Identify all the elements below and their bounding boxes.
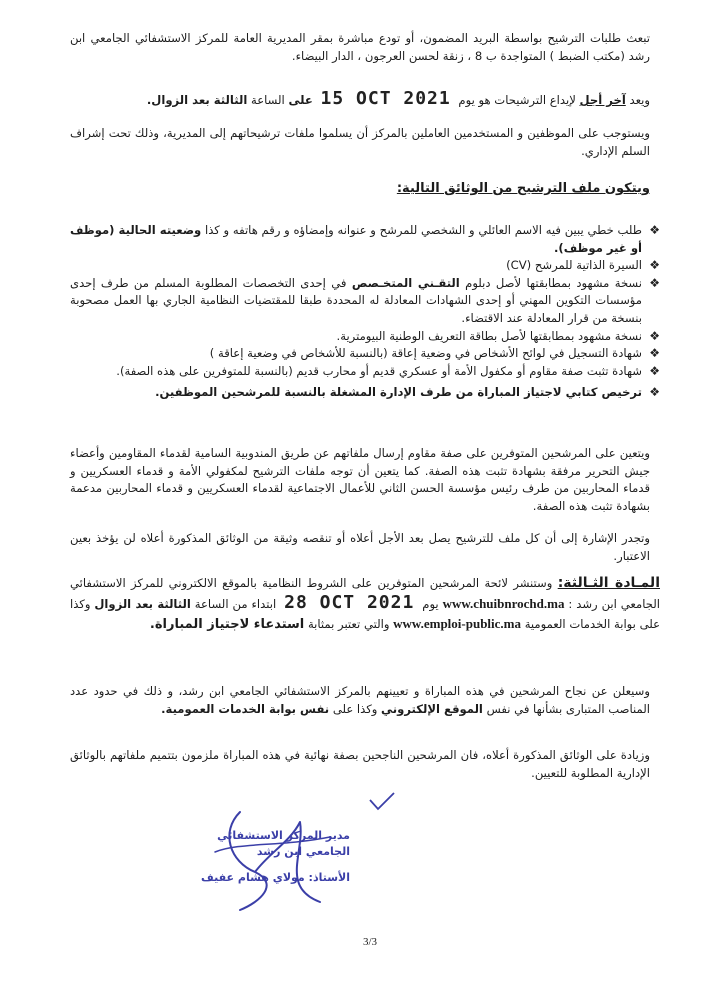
resistance-text: ويتعين على المرشحين المتوفرين على صفة مقاوم إرسال ملفاتهم عن طريق المندوبية السامية لقدماء المقاومين وأعضاء جيش التحرير مرفقة بشهادة تثبت هذه الصفة. كما يتعين أن توجه ملفات الترشيح لمكفولي الأمة و قدماء العسكريين و قدماء المحاربين من طرف رئيس مؤسسة الحسن الثاني للأعمال الاجتماعية لقدماء العسكريين و قدماء المحاربين مدعمة بشهادة تثبت هذه الصفة.	[70, 446, 650, 513]
item-text: شهادة تثبت صفة مقاوم أو مكفول الأمة أو عسكري قديم أو محارب قديم (بالنسبة للمتوفرين على هذه الصفة).	[116, 363, 642, 378]
signature-line-2: الجامعي ابن رشد	[256, 845, 350, 858]
article-three-t5: وكذا على بوابة الخدمات العمومية	[70, 597, 660, 631]
article-three-convocation: استدعاء لاجتياز المباراة.	[149, 617, 305, 632]
diamond-bullet-icon: ❖	[649, 385, 660, 400]
item-text-bold: ترخيص كتابي لاجتياز المباراة من طرف الإدارة المشغلة بالنسبة للمرشحين الموظفين.	[155, 385, 642, 400]
article-three-t6: والتي تعتبر بمثابة	[307, 617, 390, 631]
article-three-t3: ابتداء من الساعة	[194, 597, 277, 611]
late-files-text: وتجدر الإشارة إلى أن كل ملف للترشيح يصل بعد الأجل أعلاه أو تنقصه وثيقة من الوثائق المذكورة أعلاه لن يؤخذ بعين الاعتبار.	[70, 531, 650, 563]
paragraph-resistance	[70, 445, 650, 515]
signature-line-1: مدير المركز الاستشفائي	[217, 829, 350, 842]
deadline-hour: الثالثة بعد الزوال.	[146, 93, 248, 107]
check-mark-icon	[368, 790, 398, 812]
item-text-bold: التقـني المتخـصص	[351, 275, 460, 290]
signature-line-3: الأستاذ: مولاي هشام عفيف	[201, 871, 350, 884]
item-text: طلب خطي يبين فيه الاسم العائلي و الشخصي للمرشح و عنوانه وإمضاؤه و رقم هاتفه و كذا	[204, 223, 642, 237]
article-three	[70, 574, 660, 634]
list-item	[70, 384, 660, 402]
list-item	[70, 345, 660, 363]
paragraph-results	[70, 682, 650, 718]
list-date-stamp: 28 OCT 2021	[284, 592, 415, 613]
deadline-date-stamp: 15 OCT 2021	[320, 88, 451, 109]
item-text: شهادة التسجيل في لوائح الأشخاص في وضعية إعاقة (بالنسبة للأشخاص في وضعية إعاقة )	[209, 346, 642, 361]
item-text-bold: وضعيته الحالية (موظف أو غير موظف).	[70, 223, 642, 255]
article-three-t1: وستنشر لائحة المرشحين المتوفرين على الشروط النظامية بالموقع الالكتروني للمركز الاستشفائي الجامعي ابن رشد :	[70, 576, 661, 611]
article-three-title: المـادة الثـالثة:	[557, 575, 660, 591]
list-item	[70, 275, 660, 328]
diamond-bullet-icon: ❖	[649, 223, 660, 237]
deadline-hour-label: الساعة	[250, 93, 285, 107]
paragraph-employees	[70, 125, 650, 160]
diamond-bullet-icon: ❖	[649, 346, 660, 361]
results-t4: نفس بوابة الخدمات العمومية.	[161, 702, 330, 716]
list-item	[70, 363, 660, 381]
final-text: وزيادة على الوثائق المذكورة أعلاه، فان المرشحين الناجحين بصفة نهائية في هذه المباراة ملزمون بتتميم ملفاتهم بالوثائق الإدارية المطلوبة للتعيين.	[70, 748, 650, 780]
item-text: نسخة مشهود بمطابقتها لأصل دبلوم	[465, 275, 642, 290]
submission-text: تبعث طلبات الترشيح بواسطة البريد المضمون، أو تودع مباشرة بمقر المديرية العامة للمركز الاستشفائي الجامعي ابن رشد (مكتب الضبط ) المتواجدة ب 8 ، زنقة لحسن العرجون ، الدار البيضاء.	[70, 31, 650, 63]
employees-text: ويستوجب على الموظفين و المستخدمين العاملين بالمركز أن يسلموا ملفات ترشيحاتهم إلى المديرية، وذلك تحت إشراف السلم الإداري.	[70, 126, 650, 158]
deadline-pre: ويعد	[629, 93, 650, 107]
item-text: في إحدى التخصصات المطلوبة المسلم من طرف إحدى مؤسسات التكوين المهني أو إحدى الشهادات المعادلة له المحددة طبقا للمقتضيات النظامية الجاري بها العمل مصحوبة بنسخة من قرار المعادلة عند الاقتضاء.	[70, 275, 642, 325]
documents-list	[70, 222, 660, 402]
article-three-hour: الثالثة بعد الزوال	[94, 597, 191, 611]
article-three-t2: يوم	[422, 597, 439, 611]
deadline-mid: لإيداع الترشيحات هو يوم	[458, 93, 576, 107]
paragraph-deadline	[80, 90, 650, 110]
article-three-text	[70, 574, 660, 634]
results-t2: الموقع الإلكتروني	[381, 702, 483, 716]
list-item	[70, 257, 660, 275]
deadline-text	[80, 90, 650, 110]
deadline-bold: آخر أجل	[579, 93, 626, 107]
page-number: 3/3	[362, 936, 378, 948]
paragraph-late-files	[70, 530, 650, 565]
documents-heading-block	[150, 180, 650, 198]
results-t1: وسيعلن عن نجاح المرشحين في هذه المباراة و تعيينهم بالمركز الاستشفائي الجامعي ابن رشد، و ذلك في حدود عدد المناصب المتبارى بشأنها في نفس	[70, 684, 650, 716]
results-t3: وكذا على	[332, 702, 378, 716]
deadline-on: على	[288, 93, 313, 107]
item-text: السيرة الذاتية للمرشح (CV)	[506, 258, 642, 273]
paragraph-final	[70, 747, 650, 782]
diamond-bullet-icon: ❖	[649, 328, 660, 343]
diamond-bullet-icon: ❖	[649, 275, 660, 290]
signature-block	[160, 828, 350, 886]
documents-heading: ويتكون ملف الترشيح من الوثائق التالية:	[396, 181, 650, 196]
diamond-bullet-icon: ❖	[649, 363, 660, 378]
item-text: نسخة مشهود بمطابقتها لأصل بطاقة التعريف الوطنية البيومترية.	[336, 328, 642, 343]
list-item	[70, 222, 660, 257]
website-link[interactable]: www.chuibnrochd.ma	[442, 596, 565, 611]
emploi-public-link[interactable]: www.emploi-public.ma	[393, 616, 521, 631]
list-item	[70, 328, 660, 346]
paragraph-submission	[70, 30, 650, 65]
diamond-bullet-icon: ❖	[649, 258, 660, 273]
results-text	[70, 682, 650, 718]
